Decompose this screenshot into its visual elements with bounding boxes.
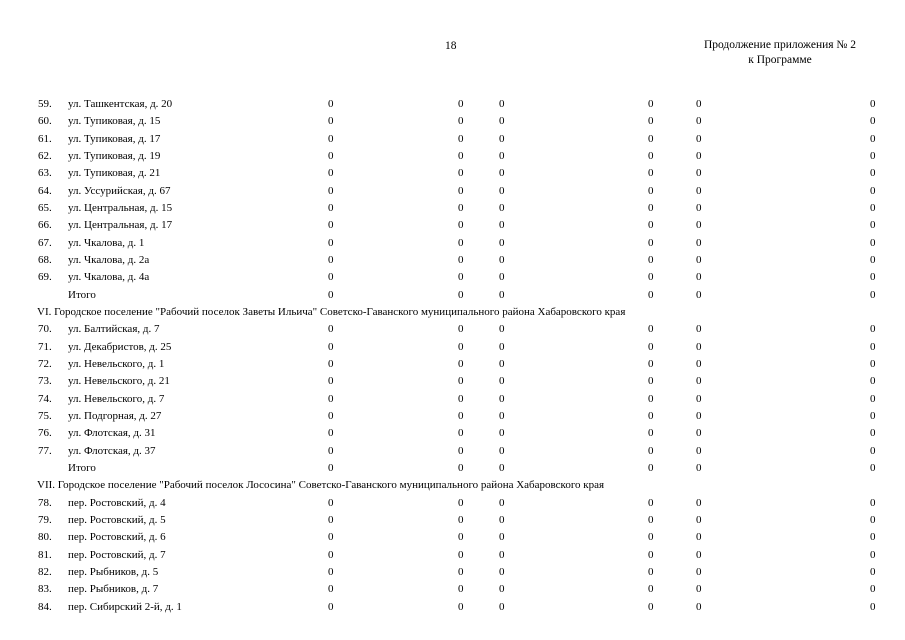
table-row <box>0 113 905 130</box>
table-row <box>0 512 905 529</box>
value-cell-6: 0 <box>870 132 876 145</box>
table-row <box>0 408 905 425</box>
table-row <box>0 200 905 217</box>
row-number: 81. <box>38 548 52 561</box>
value-cell-2: 0 <box>458 219 464 232</box>
table-row <box>0 443 905 460</box>
value-cell-6: 0 <box>870 531 876 544</box>
table-row <box>0 217 905 234</box>
row-number: 77. <box>38 444 52 457</box>
value-cell-5: 0 <box>696 288 702 301</box>
value-cell-1: 0 <box>328 513 334 526</box>
address-cell: пер. Сибирский 2-й, д. 1 <box>68 600 182 613</box>
value-cell-1: 0 <box>328 427 334 440</box>
value-cell-2: 0 <box>458 201 464 214</box>
address-cell: ул. Невельского, д. 21 <box>68 375 170 388</box>
value-cell-2: 0 <box>458 565 464 578</box>
table-row <box>0 564 905 581</box>
address-cell: пер. Ростовский, д. 5 <box>68 513 166 526</box>
value-cell-5: 0 <box>696 513 702 526</box>
appendix-caption-line-1: Продолжение приложения № 2 <box>703 39 857 51</box>
table-row <box>0 373 905 390</box>
address-cell: ул. Декабристов, д. 25 <box>68 340 172 353</box>
value-cell-2: 0 <box>458 427 464 440</box>
value-cell-5: 0 <box>696 271 702 284</box>
value-cell-4: 0 <box>648 236 654 249</box>
value-cell-2: 0 <box>458 357 464 370</box>
table-row <box>0 599 905 616</box>
value-cell-3: 0 <box>499 548 505 561</box>
value-cell-3: 0 <box>499 98 505 110</box>
value-cell-2: 0 <box>458 236 464 249</box>
value-cell-3: 0 <box>499 409 505 422</box>
address-cell: Итого <box>68 288 96 301</box>
value-cell-2: 0 <box>458 531 464 544</box>
address-cell: пер. Рыбников, д. 5 <box>68 565 159 578</box>
value-cell-6: 0 <box>870 565 876 578</box>
address-cell: ул. Чкалова, д. 1 <box>68 236 145 249</box>
value-cell-5: 0 <box>696 167 702 180</box>
value-cell-3: 0 <box>499 392 505 405</box>
row-number: 71. <box>38 340 52 353</box>
value-cell-1: 0 <box>328 565 334 578</box>
table-row <box>0 131 905 148</box>
value-cell-4: 0 <box>648 219 654 232</box>
value-cell-6: 0 <box>870 219 876 232</box>
value-cell-1: 0 <box>328 115 334 128</box>
value-cell-6: 0 <box>870 149 876 162</box>
value-cell-1: 0 <box>328 167 334 180</box>
value-cell-4: 0 <box>648 513 654 526</box>
value-cell-6: 0 <box>870 167 876 180</box>
value-cell-4: 0 <box>648 600 654 613</box>
value-cell-4: 0 <box>648 565 654 578</box>
value-cell-2: 0 <box>458 548 464 561</box>
value-cell-6: 0 <box>870 253 876 266</box>
value-cell-4: 0 <box>648 98 654 110</box>
address-cell: ул. Тупиковая, д. 21 <box>68 167 161 180</box>
value-cell-1: 0 <box>328 323 334 336</box>
row-number: 62. <box>38 149 52 162</box>
value-cell-6: 0 <box>870 98 876 110</box>
value-cell-5: 0 <box>696 461 702 474</box>
section-heading: VII. Городское поселение "Рабочий поселок Лососина" Советско-Гаванского муниципального района Хабаровского края <box>37 479 605 492</box>
value-cell-4: 0 <box>648 409 654 422</box>
value-cell-5: 0 <box>696 531 702 544</box>
value-cell-4: 0 <box>648 340 654 353</box>
row-number: 68. <box>38 253 52 266</box>
value-cell-5: 0 <box>696 600 702 613</box>
value-cell-5: 0 <box>696 253 702 266</box>
table-row <box>0 148 905 165</box>
value-cell-1: 0 <box>328 98 334 110</box>
address-cell: ул. Флотская, д. 31 <box>68 427 156 440</box>
value-cell-4: 0 <box>648 357 654 370</box>
value-cell-3: 0 <box>499 531 505 544</box>
value-cell-5: 0 <box>696 583 702 596</box>
value-cell-6: 0 <box>870 444 876 457</box>
value-cell-2: 0 <box>458 340 464 353</box>
value-cell-3: 0 <box>499 444 505 457</box>
table-row <box>0 529 905 546</box>
value-cell-2: 0 <box>458 115 464 128</box>
address-cell: ул. Подгорная, д. 27 <box>68 409 162 422</box>
address-cell: ул. Тупиковая, д. 19 <box>68 149 161 162</box>
value-cell-3: 0 <box>499 583 505 596</box>
table-row <box>0 235 905 252</box>
value-cell-6: 0 <box>870 184 876 197</box>
row-number: 84. <box>38 600 52 613</box>
value-cell-6: 0 <box>870 323 876 336</box>
value-cell-5: 0 <box>696 149 702 162</box>
value-cell-4: 0 <box>648 531 654 544</box>
value-cell-5: 0 <box>696 375 702 388</box>
value-cell-5: 0 <box>696 427 702 440</box>
value-cell-4: 0 <box>648 548 654 561</box>
value-cell-2: 0 <box>458 149 464 162</box>
value-cell-6: 0 <box>870 271 876 284</box>
value-cell-4: 0 <box>648 583 654 596</box>
value-cell-5: 0 <box>696 444 702 457</box>
value-cell-1: 0 <box>328 583 334 596</box>
value-cell-6: 0 <box>870 583 876 596</box>
table-row <box>0 269 905 286</box>
table-row <box>0 356 905 373</box>
value-cell-6: 0 <box>870 496 876 509</box>
value-cell-5: 0 <box>696 236 702 249</box>
value-cell-3: 0 <box>499 357 505 370</box>
value-cell-3: 0 <box>499 253 505 266</box>
table-row <box>0 547 905 564</box>
value-cell-4: 0 <box>648 288 654 301</box>
value-cell-1: 0 <box>328 236 334 249</box>
value-cell-2: 0 <box>458 132 464 145</box>
value-cell-1: 0 <box>328 375 334 388</box>
address-cell: ул. Ташкентская, д. 20 <box>68 98 173 110</box>
value-cell-4: 0 <box>648 184 654 197</box>
value-cell-5: 0 <box>696 201 702 214</box>
value-cell-5: 0 <box>696 340 702 353</box>
value-cell-6: 0 <box>870 548 876 561</box>
value-cell-2: 0 <box>458 583 464 596</box>
table-row <box>0 183 905 200</box>
row-number: 61. <box>38 132 52 145</box>
value-cell-1: 0 <box>328 531 334 544</box>
value-cell-4: 0 <box>648 115 654 128</box>
address-cell: ул. Балтийская, д. 7 <box>68 323 160 336</box>
address-cell: ул. Уссурийская, д. 67 <box>68 184 171 197</box>
value-cell-3: 0 <box>499 513 505 526</box>
value-cell-5: 0 <box>696 323 702 336</box>
value-cell-6: 0 <box>870 357 876 370</box>
value-cell-1: 0 <box>328 132 334 145</box>
value-cell-1: 0 <box>328 271 334 284</box>
row-number: 59. <box>38 98 52 110</box>
value-cell-2: 0 <box>458 98 464 110</box>
value-cell-2: 0 <box>458 461 464 474</box>
total-row <box>0 460 905 477</box>
value-cell-1: 0 <box>328 548 334 561</box>
value-cell-5: 0 <box>696 392 702 405</box>
address-cell: ул. Центральная, д. 17 <box>68 219 173 232</box>
value-cell-6: 0 <box>870 375 876 388</box>
value-cell-4: 0 <box>648 444 654 457</box>
value-cell-3: 0 <box>499 115 505 128</box>
row-number: 70. <box>38 323 52 336</box>
address-cell: пер. Ростовский, д. 4 <box>68 496 166 509</box>
value-cell-6: 0 <box>870 392 876 405</box>
row-number: 69. <box>38 271 52 284</box>
value-cell-6: 0 <box>870 600 876 613</box>
row-number: 78. <box>38 496 52 509</box>
value-cell-2: 0 <box>458 323 464 336</box>
value-cell-2: 0 <box>458 184 464 197</box>
value-cell-1: 0 <box>328 444 334 457</box>
value-cell-4: 0 <box>648 132 654 145</box>
row-number: 65. <box>38 201 52 214</box>
value-cell-2: 0 <box>458 444 464 457</box>
value-cell-3: 0 <box>499 167 505 180</box>
value-cell-6: 0 <box>870 201 876 214</box>
value-cell-2: 0 <box>458 375 464 388</box>
value-cell-5: 0 <box>696 496 702 509</box>
value-cell-3: 0 <box>499 323 505 336</box>
value-cell-1: 0 <box>328 219 334 232</box>
address-cell: пер. Ростовский, д. 6 <box>68 531 166 544</box>
value-cell-5: 0 <box>696 219 702 232</box>
value-cell-6: 0 <box>870 427 876 440</box>
value-cell-4: 0 <box>648 427 654 440</box>
value-cell-3: 0 <box>499 496 505 509</box>
value-cell-1: 0 <box>328 288 334 301</box>
value-cell-1: 0 <box>328 496 334 509</box>
value-cell-6: 0 <box>870 115 876 128</box>
value-cell-6: 0 <box>870 236 876 249</box>
page-number: 18 <box>445 40 457 52</box>
value-cell-2: 0 <box>458 496 464 509</box>
address-cell: ул. Невельского, д. 7 <box>68 392 165 405</box>
value-cell-5: 0 <box>696 132 702 145</box>
row-number: 76. <box>38 427 52 440</box>
value-cell-3: 0 <box>499 219 505 232</box>
value-cell-3: 0 <box>499 340 505 353</box>
address-cell: ул. Центральная, д. 15 <box>68 201 173 214</box>
address-cell: ул. Тупиковая, д. 17 <box>68 132 161 145</box>
row-number: 66. <box>38 219 52 232</box>
section-heading: VI. Городское поселение "Рабочий поселок Заветы Ильича" Советско-Гаванского муниципального района Хабаровского края <box>37 305 626 318</box>
value-cell-5: 0 <box>696 548 702 561</box>
value-cell-4: 0 <box>648 201 654 214</box>
row-number: 72. <box>38 357 52 370</box>
value-cell-3: 0 <box>499 461 505 474</box>
row-number: 60. <box>38 115 52 128</box>
value-cell-1: 0 <box>328 409 334 422</box>
value-cell-1: 0 <box>328 461 334 474</box>
value-cell-5: 0 <box>696 565 702 578</box>
value-cell-6: 0 <box>870 409 876 422</box>
value-cell-1: 0 <box>328 253 334 266</box>
value-cell-6: 0 <box>870 288 876 301</box>
table-row <box>0 165 905 182</box>
value-cell-2: 0 <box>458 288 464 301</box>
value-cell-2: 0 <box>458 271 464 284</box>
value-cell-5: 0 <box>696 184 702 197</box>
row-number: 67. <box>38 236 52 249</box>
value-cell-2: 0 <box>458 253 464 266</box>
row-number: 64. <box>38 184 52 197</box>
value-cell-2: 0 <box>458 409 464 422</box>
total-row <box>0 287 905 304</box>
value-cell-1: 0 <box>328 600 334 613</box>
value-cell-2: 0 <box>458 513 464 526</box>
value-cell-3: 0 <box>499 600 505 613</box>
value-cell-2: 0 <box>458 600 464 613</box>
value-cell-5: 0 <box>696 357 702 370</box>
value-cell-3: 0 <box>499 236 505 249</box>
address-cell: ул. Невельского, д. 1 <box>68 357 165 370</box>
value-cell-5: 0 <box>696 409 702 422</box>
appendix-caption <box>680 38 880 68</box>
value-cell-3: 0 <box>499 132 505 145</box>
value-cell-1: 0 <box>328 201 334 214</box>
table-row <box>0 425 905 442</box>
value-cell-4: 0 <box>648 271 654 284</box>
data-table <box>0 96 905 616</box>
value-cell-3: 0 <box>499 184 505 197</box>
value-cell-4: 0 <box>648 149 654 162</box>
value-cell-1: 0 <box>328 340 334 353</box>
appendix-caption-line-2: к Программе <box>748 54 812 66</box>
value-cell-1: 0 <box>328 184 334 197</box>
address-cell: ул. Чкалова, д. 2а <box>68 253 150 266</box>
table-row <box>0 581 905 598</box>
value-cell-1: 0 <box>328 357 334 370</box>
row-number: 80. <box>38 531 52 544</box>
row-number: 74. <box>38 392 52 405</box>
table-row <box>0 495 905 512</box>
value-cell-3: 0 <box>499 149 505 162</box>
row-number: 63. <box>38 167 52 180</box>
value-cell-4: 0 <box>648 167 654 180</box>
row-number: 79. <box>38 513 52 526</box>
value-cell-3: 0 <box>499 288 505 301</box>
table-row <box>0 321 905 338</box>
address-cell: ул. Чкалова, д. 4а <box>68 271 150 284</box>
table-row <box>0 339 905 356</box>
address-cell: пер. Рыбников, д. 7 <box>68 583 159 596</box>
table-row <box>0 96 905 113</box>
value-cell-4: 0 <box>648 392 654 405</box>
row-number: 73. <box>38 375 52 388</box>
value-cell-5: 0 <box>696 98 702 110</box>
value-cell-4: 0 <box>648 253 654 266</box>
value-cell-3: 0 <box>499 271 505 284</box>
address-cell: Итого <box>68 461 96 474</box>
value-cell-4: 0 <box>648 496 654 509</box>
address-cell: пер. Ростовский, д. 7 <box>68 548 166 561</box>
value-cell-1: 0 <box>328 149 334 162</box>
value-cell-6: 0 <box>870 461 876 474</box>
value-cell-5: 0 <box>696 115 702 128</box>
table-row <box>0 252 905 269</box>
value-cell-1: 0 <box>328 392 334 405</box>
value-cell-4: 0 <box>648 375 654 388</box>
value-cell-6: 0 <box>870 513 876 526</box>
row-number: 75. <box>38 409 52 422</box>
value-cell-4: 0 <box>648 461 654 474</box>
row-number: 82. <box>38 565 52 578</box>
value-cell-4: 0 <box>648 323 654 336</box>
value-cell-6: 0 <box>870 340 876 353</box>
table-row <box>0 391 905 408</box>
row-number: 83. <box>38 583 52 596</box>
value-cell-3: 0 <box>499 427 505 440</box>
value-cell-2: 0 <box>458 167 464 180</box>
value-cell-3: 0 <box>499 201 505 214</box>
value-cell-3: 0 <box>499 565 505 578</box>
address-cell: ул. Тупиковая, д. 15 <box>68 115 161 128</box>
value-cell-2: 0 <box>458 392 464 405</box>
value-cell-3: 0 <box>499 375 505 388</box>
address-cell: ул. Флотская, д. 37 <box>68 444 156 457</box>
